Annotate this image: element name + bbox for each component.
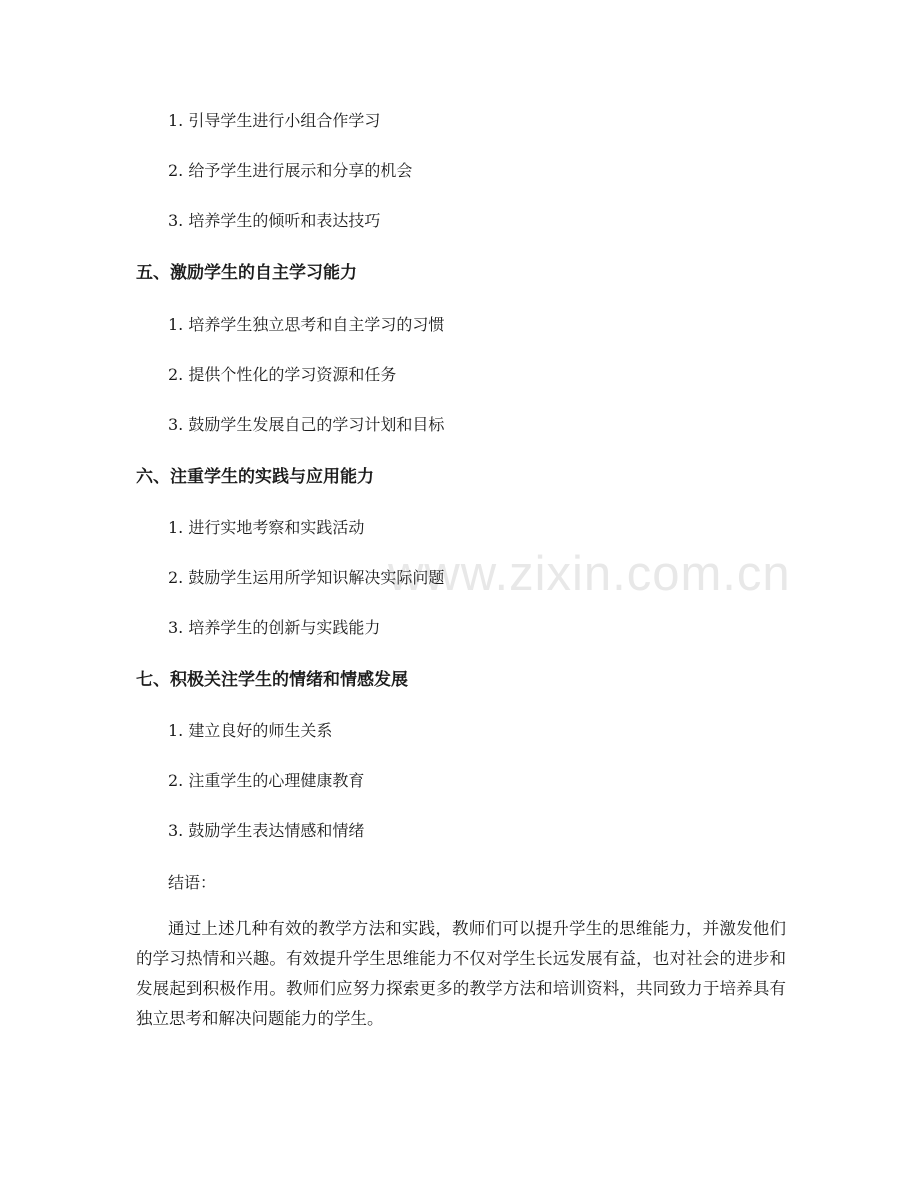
- list-item: 1. 进行实地考察和实践活动: [168, 518, 365, 537]
- list-item: 1. 建立良好的师生关系: [168, 721, 333, 740]
- closing-label: 结语：: [168, 873, 217, 892]
- list-item: 3. 鼓励学生发展自己的学习计划和目标: [168, 415, 445, 434]
- list-item: 2. 提供个性化的学习资源和任务: [168, 365, 397, 384]
- list-item: 1. 培养学生独立思考和自主学习的习惯: [168, 315, 445, 334]
- list-item: 1. 引导学生进行小组合作学习: [168, 111, 381, 130]
- list-item: 3. 培养学生的创新与实践能力: [168, 618, 381, 637]
- closing-paragraph: 通过上述几种有效的教学方法和实践，教师们可以提升学生的思维能力，并激发他们的学习热情和兴趣。有效提升学生思维能力不仅对学生长远发展有益，也对社会的进步和发展起到积极作用。教师们应努力探索更多的教学方法和培训资料，共同致力于培养具有独立思考和解决问题能力的学生。: [136, 919, 786, 1028]
- section-heading-5: 五、激励学生的自主学习能力: [136, 263, 357, 283]
- section-heading-7: 七、积极关注学生的情绪和情感发展: [136, 670, 408, 690]
- watermark: www.zixin.com.cn: [388, 547, 791, 601]
- list-item: 3. 鼓励学生表达情感和情绪: [168, 821, 365, 840]
- section-heading-6: 六、注重学生的实践与应用能力: [136, 467, 374, 487]
- list-item: 2. 注重学生的心理健康教育: [168, 771, 365, 790]
- list-item: 3. 培养学生的倾听和表达技巧: [168, 211, 381, 230]
- list-item: 2. 给予学生进行展示和分享的机会: [168, 161, 413, 180]
- list-item: 2. 鼓励学生运用所学知识解决实际问题: [168, 568, 445, 587]
